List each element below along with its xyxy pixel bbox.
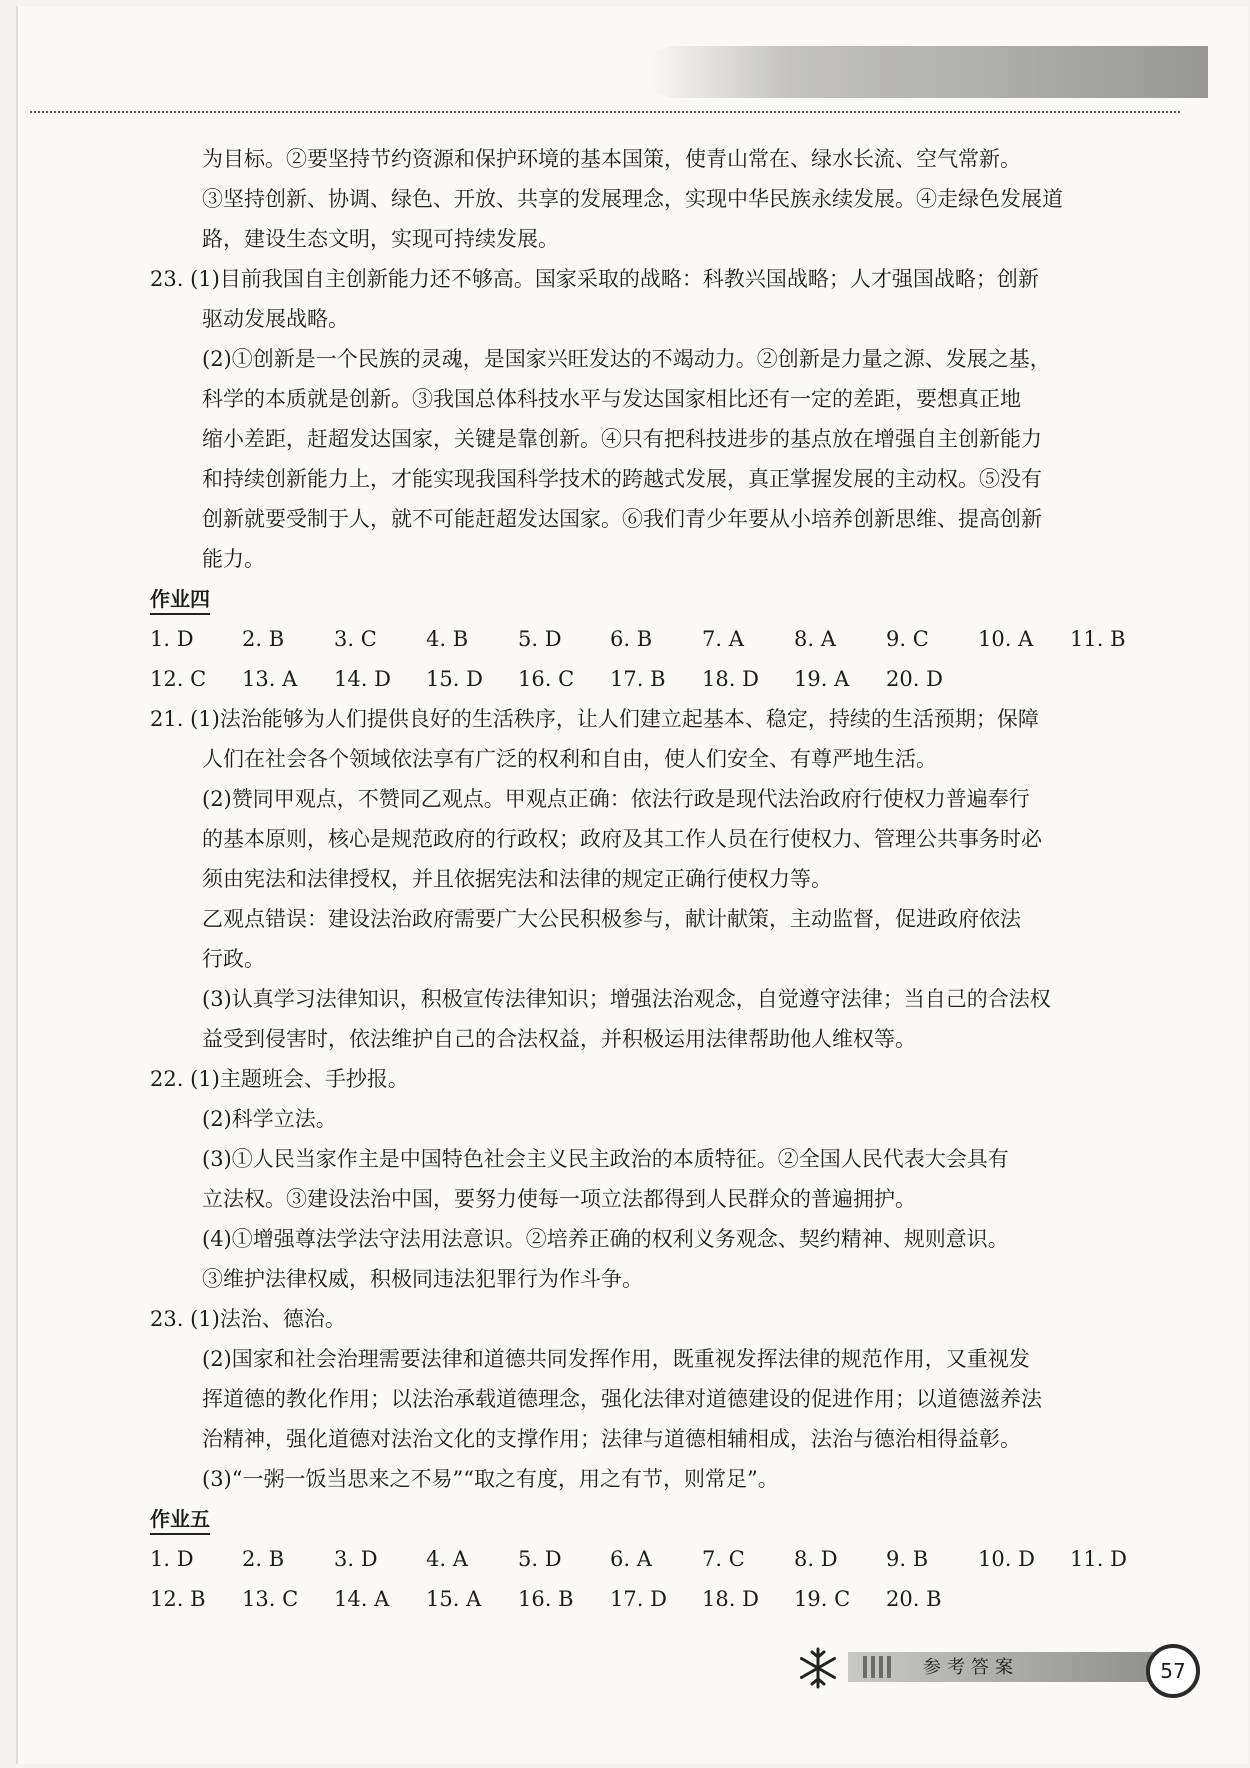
- q23-line: 和持续创新能力上，才能实现我国科学技术的跨越式发展，真正掌握发展的主动权。⑤没有: [202, 467, 1042, 491]
- q23-line: 缩小差距，赶超发达国家，关键是靠创新。④只有把科技进步的基点放在增强自主创新能力: [202, 427, 1042, 451]
- q23-line: 挥道德的教化作用；以法治承载道德理念，强化法律对道德建设的促进作用；以道德滋养法: [202, 1387, 1042, 1411]
- snowflake-icon: [796, 1646, 840, 1690]
- q23-line: 能力。: [202, 547, 265, 571]
- choice-answer: 3. C: [334, 627, 377, 651]
- choice-answer: 7. A: [702, 627, 744, 651]
- q21-line: 行政。: [202, 947, 265, 971]
- choice-answer: 9. C: [886, 627, 929, 651]
- q23-line: 治精神，强化道德对法治文化的支撑作用；法律与道德相辅相成，法治与德治相得益彰。: [202, 1427, 1021, 1451]
- choice-answer: 12. B: [150, 1587, 206, 1611]
- choice-answer: 9. B: [886, 1547, 929, 1571]
- q21-line: 人们在社会各个领域依法享有广泛的权利和自由，使人们安全、有尊严地生活。: [202, 747, 937, 771]
- q23-line: 驱动发展战略。: [202, 307, 349, 331]
- q21-line: (3)认真学习法律知识，积极宣传法律知识；增强法治观念，自觉遵守法律；当自己的合法权: [202, 987, 1051, 1011]
- choice-answer: 3. D: [334, 1547, 378, 1571]
- choice-answer: 10. D: [978, 1547, 1035, 1571]
- q21-line: 乙观点错误：建设法治政府需要广大公民积极参与，献计献策，主动监督，促进政府依法: [202, 907, 1021, 931]
- choice-answer: 15. A: [426, 1587, 482, 1611]
- q23-line: 23. (1)目前我国自主创新能力还不够高。国家采取的战略：科教兴国战略；人才强国战略；创新: [150, 267, 1039, 291]
- text-line: 路，建设生态文明，实现可持续发展。: [202, 227, 559, 251]
- choice-answer: 20. B: [886, 1587, 942, 1611]
- q22-line: 22. (1)主题班会、手抄报。: [150, 1067, 409, 1091]
- choice-answer: 14. D: [334, 667, 391, 691]
- q22-line: (4)①增强尊法学法守法用法意识。②培养正确的权利义务观念、契约精神、规则意识。: [202, 1227, 1009, 1251]
- q23-line: 创新就要受制于人，就不可能赶超发达国家。⑥我们青少年要从小培养创新思维、提高创新: [202, 507, 1042, 531]
- choice-answer: 2. B: [242, 627, 285, 651]
- choice-answer: 14. A: [334, 1587, 390, 1611]
- choice-answer: 10. A: [978, 627, 1034, 651]
- choice-answer: 11. D: [1070, 1547, 1127, 1571]
- choice-answer: 13. A: [242, 667, 298, 691]
- choice-answer: 8. D: [794, 1547, 838, 1571]
- choice-answer: 4. B: [426, 627, 469, 651]
- footer-stripes: [863, 1656, 893, 1678]
- choice-answer: 5. D: [518, 1547, 562, 1571]
- choice-answer: 6. A: [610, 1547, 652, 1571]
- choice-answer: 2. B: [242, 1547, 285, 1571]
- page-number: 57: [1146, 1644, 1200, 1698]
- choice-answer: 15. D: [426, 667, 483, 691]
- choice-answer: 19. A: [794, 667, 850, 691]
- choice-answer: 17. B: [610, 667, 666, 691]
- choice-answer: 1. D: [150, 1547, 194, 1571]
- q21-line: 的基本原则，核心是规范政府的行政权；政府及其工作人员在行使权力、管理公共事务时必: [202, 827, 1042, 851]
- choice-answer: 17. D: [610, 1587, 667, 1611]
- q21-line: 21. (1)法治能够为人们提供良好的生活秩序，让人们建立起基本、稳定，持续的生活预期；保障: [150, 707, 1039, 731]
- answer-content: [150, 139, 1180, 1619]
- q21-line: 须由宪法和法律授权，并且依据宪法和法律的规定正确行使权力等。: [202, 867, 832, 891]
- q23-line: (2)国家和社会治理需要法律和道德共同发挥作用，既重视发挥法律的规范作用，又重视发: [202, 1347, 1030, 1371]
- choice-answer: 8. A: [794, 627, 836, 651]
- choice-answer: 18. D: [702, 1587, 759, 1611]
- q23-line: (2)①创新是一个民族的灵魂，是国家兴旺发达的不竭动力。②创新是力量之源、发展之基，: [202, 347, 1051, 371]
- text-line: 为目标。②要坚持节约资源和保护环境的基本国策，使青山常在、绿水长流、空气常新。: [202, 147, 1021, 171]
- document-page: [16, 6, 1248, 1764]
- q21-line: (2)赞同甲观点，不赞同乙观点。甲观点正确：依法行政是现代法治政府行使权力普遍奉行: [202, 787, 1030, 811]
- choice-answer: 11. B: [1070, 627, 1126, 651]
- section-heading-hw4: 作业四: [150, 585, 210, 615]
- q22-line: ③维护法律权威，积极同违法犯罪行为作斗争。: [202, 1267, 643, 1291]
- q23-line: 23. (1)法治、德治。: [150, 1307, 346, 1331]
- header-dotted-rule: [30, 111, 1180, 113]
- choice-answer: 12. C: [150, 667, 207, 691]
- q22-line: (3)①人民当家作主是中国特色社会主义民主政治的本质特征。②全国人民代表大会具有: [202, 1147, 1009, 1171]
- choice-answer: 20. D: [886, 667, 943, 691]
- choice-answer: 1. D: [150, 627, 194, 651]
- q23-line: 科学的本质就是创新。③我国总体科技水平与发达国家相比还有一定的差距，要想真正地: [202, 387, 1021, 411]
- choice-answers-row: [150, 659, 1180, 699]
- choice-answer: 16. C: [518, 667, 575, 691]
- choice-answer: 16. B: [518, 1587, 574, 1611]
- section-heading-hw5: 作业五: [150, 1505, 210, 1535]
- choice-answer: 5. D: [518, 627, 562, 651]
- q21-line: 益受到侵害时，依法维护自己的合法权益，并积极运用法律帮助他人维权等。: [202, 1027, 916, 1051]
- choice-answers-row: [150, 1579, 1180, 1619]
- q22-line: 立法权。③建设法治中国，要努力使每一项立法都得到人民群众的普遍拥护。: [202, 1187, 916, 1211]
- text-line: ③坚持创新、协调、绿色、开放、共享的发展理念，实现中华民族永续发展。④走绿色发展道: [202, 187, 1063, 211]
- choice-answer: 7. C: [702, 1547, 745, 1571]
- choice-answer: 18. D: [702, 667, 759, 691]
- choice-answers-row: [150, 1539, 1180, 1579]
- choice-answer: 4. A: [426, 1547, 468, 1571]
- choice-answer: 13. C: [242, 1587, 299, 1611]
- header-decoration: [648, 46, 1208, 98]
- q22-line: (2)科学立法。: [202, 1107, 337, 1131]
- q23-line: (3)“一粥一饭当思来之不易”“取之有度，用之有节，则常足”。: [202, 1467, 779, 1491]
- choice-answer: 6. B: [610, 627, 653, 651]
- footer-label: 参考答案: [923, 1657, 1019, 1678]
- choice-answer: 19. C: [794, 1587, 851, 1611]
- choice-answers-row: [150, 619, 1180, 659]
